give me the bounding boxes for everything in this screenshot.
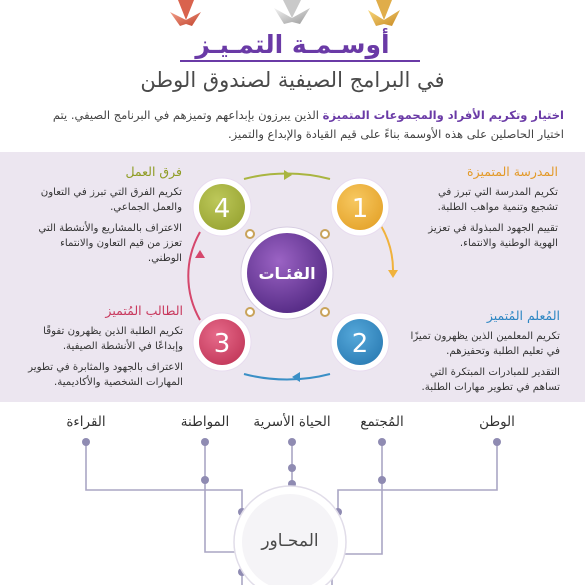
axis-label-family-life: الحياة الأسرية [253, 414, 331, 430]
connector-dot [246, 230, 254, 238]
category-1-line-2: تقييم الجهود المبذولة في تعزيز الهوية الوطنية والانتماء. [428, 223, 558, 249]
category-1-line-1: تكريم المدرسة التي تبرز في تشجيع وتنمية مواهب الطلبة. [437, 187, 558, 213]
category-4-title: فرق العمل [125, 164, 182, 179]
category-4-number: 4 [213, 194, 231, 224]
intro-text: الذين يبرزون بإبداعهم وتميزهم في البرنامج الصيفي. يتم اختيار الحاصلين على هذه الأوسمة بناءً على قيم القيادة والإبداع والتميز. [52, 108, 564, 141]
category-3-number: 3 [213, 329, 231, 359]
arc-2-to-3 [244, 374, 330, 380]
axes-center-label: المحـاور [261, 531, 319, 551]
page-title: أوسـمـة التمـيـز [195, 30, 390, 59]
center-label: الفئـات [258, 264, 316, 283]
category-4-badge [193, 178, 251, 236]
category-1-number: 1 [351, 194, 369, 224]
arrow-head-icon [284, 170, 292, 180]
connector-dot [321, 230, 329, 238]
category-2-title: المُعلم المُتميز [486, 308, 560, 323]
category-3-line-1: تكريم الطلبة الذين يظهرون تفوقًا وإبداعًا في الأنشطة الصيفية. [43, 326, 183, 352]
axis-node-dot [493, 438, 501, 446]
category-1-badge [331, 178, 389, 236]
arrow-head-icon [388, 270, 398, 278]
axis-label-homeland: الوطن [479, 414, 515, 430]
category-2-block [405, 308, 560, 401]
axis-node-dot [288, 464, 296, 472]
arc-1-to-2 [380, 224, 393, 272]
connector-dot [321, 308, 329, 316]
category-2-line-2: التقدير للمبادرات المبتكرة التي تساهم في تطوير مهارات الطلبة. [421, 367, 560, 393]
category-4-line-1: تكريم الفرق التي تبرز في التعاون والعمل الجماعي. [40, 187, 182, 213]
category-3-block [28, 303, 183, 396]
axis-label-society: المُجتمع [360, 414, 404, 430]
page-subtitle: في البرامج الصيفية لصندوق الوطن [140, 68, 445, 92]
category-2-number: 2 [351, 329, 369, 359]
category-4-line-2: الاعتراف بالمشاريع والأنشطة التي تعزز من قيم التعاون والانتماء الوطني. [38, 223, 182, 264]
axis-label-citizenship: المواطنة [180, 414, 230, 430]
axis-label-reading: القراءة [66, 414, 106, 430]
intro-highlight: اختيار وتكريم الأفراد والمجموعات المتميزة [322, 108, 564, 122]
category-3-title: الطالب المُتميز [105, 303, 183, 318]
axis-node-dot [82, 438, 90, 446]
axis-node-dot [378, 438, 386, 446]
category-1-block [408, 164, 558, 257]
axis-node-dot [201, 438, 209, 446]
axis-node-dot [378, 476, 386, 484]
category-4-block [30, 164, 182, 272]
bronze-star-icon [178, 0, 194, 20]
category-3-badge [193, 313, 251, 371]
intro-paragraph [24, 106, 564, 144]
arc-3-to-4 [188, 232, 200, 320]
title-underline [0, 58, 585, 64]
axis-node-dot [288, 438, 296, 446]
arrow-head-icon [195, 250, 205, 258]
category-3-line-2: الاعتراف بالجهود والمثابرة في تطوير المهارات الشخصية والأكاديمية. [28, 362, 183, 388]
axis-node-dot [201, 476, 209, 484]
category-2-badge [331, 313, 389, 371]
medal-stars [0, 0, 585, 30]
connector-dot [246, 308, 254, 316]
category-1-title: المدرسة المتميزة [467, 164, 558, 179]
category-2-line-1: تكريم المعلمين الذين يظهرون تميزًا في تعليم الطلبة وتحفيزهم. [410, 331, 560, 357]
